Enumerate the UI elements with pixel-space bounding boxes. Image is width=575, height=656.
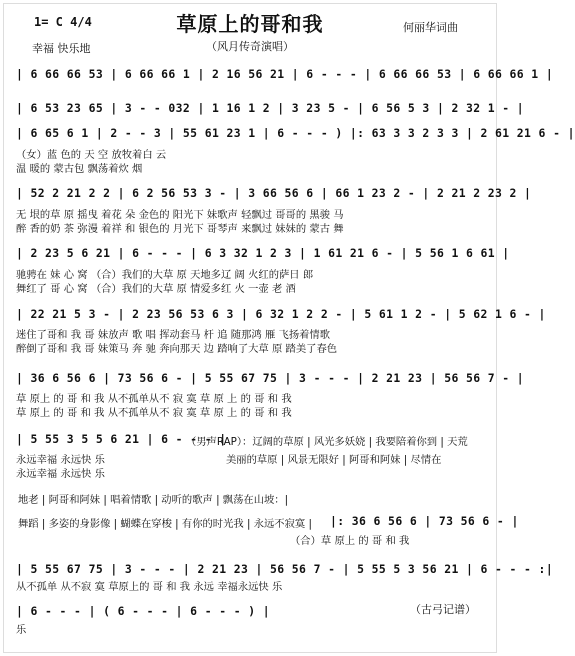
rap-line-1: （男声RAP）：辽阔的草原 | 风光多妖娆 | 我要陪着你到 | 天荒 — [186, 436, 468, 448]
song-subtitle: （风月传奇演唱） — [206, 40, 294, 53]
transcriber-credit: （古弓记谱） — [410, 603, 476, 616]
score-line-7-lyric-1: 草 原上 的 哥 和 我 从不孤单从不 寂 寞 草 原 上 的 哥 和 我 — [16, 393, 292, 405]
score-line-3-lyric-1: （女）蓝 色的 天 空 放牧着白 云 — [16, 149, 167, 161]
score-line-11-lyric: 乐 — [16, 624, 27, 636]
score-line-5-notes: | 2 23 5 6 21 | 6 - - - | 6 3 32 1 2 3 | 1 61 21 6 - | 5 56 1 6 61 | — [16, 246, 510, 260]
score-line-11-notes: | 6 - - - | ( 6 - - - | 6 - - - ) | — [16, 604, 271, 618]
score-line-6-lyric-2: 醉倒了哥和 我 哥 妹策马 奔 驰 奔向那天 边 踏响了大草 原 踏美了春色 — [16, 343, 338, 355]
score-line-3-lyric-2: 温 暖的 蒙古包 飘荡着炊 烟 — [16, 163, 143, 175]
score-line-4-notes: | 52 2 21 2 2 | 6 2 56 53 3 - | 3 66 56 6 | 66 1 23 2 - | 2 21 2 23 2 | — [16, 186, 532, 200]
score-line-2-notes: | 6 53 23 65 | 3 - - 032 | 1 16 1 2 | 3 23 5 - | 6 56 5 3 | 2 32 1 - | — [16, 101, 525, 115]
score-line-8-lyric-1: 永远幸福 永远快 乐 — [16, 454, 105, 466]
song-title: 草原上的哥和我 — [176, 12, 324, 36]
rap-line-4: 舞蹈 | 多姿的身影像 | 蝴蝶在穿梭 | 有你的时光我 | 永远不寂寞 | — [18, 518, 312, 530]
author-credit: 何丽华词曲 — [403, 21, 458, 34]
score-line-9-lyric: （合）草 原上 的 哥 和 我 — [290, 535, 410, 547]
score-line-8-lyric-2: 永远幸福 永远快 乐 — [16, 468, 105, 480]
score-line-6-lyric-1: 迷住了哥和 我 哥 妹放声 歌 唱 挥动套马 杆 追 随那鸿 雁 飞扬着情歌 — [16, 329, 331, 341]
score-line-1-notes: | 6 66 66 53 | 6 66 66 1 | 2 16 56 21 | 6 - - - | 6 66 66 53 | 6 66 66 1 | — [16, 67, 554, 81]
score-line-4-lyric-2: 醉 香的奶 茶 弥漫 着祥 和 银色的 月光下 哥琴声 来飘过 妹妹的 蒙古 舞 — [16, 223, 344, 235]
score-line-3-notes: | 6 65 6 1 | 2 - - 3 | 55 61 23 1 | 6 - - - ) |: 63 3 3 2 3 3 | 2 61 21 6 - | — [16, 126, 575, 140]
score-line-7-lyric-2: 草 原上 的 哥 和 我 从不孤单从不 寂 寞 草 原 上 的 哥 和 我 — [16, 407, 292, 419]
score-line-10-lyric: 从不孤单 从不寂 寞 草原上的 哥 和 我 永远 幸福永远快 乐 — [16, 581, 283, 593]
score-line-4-lyric-1: 无 垠的草 原 摇曳 着花 朵 金色的 阳光下 妹歌声 轻飘过 哥哥的 黑骏 马 — [16, 209, 344, 221]
tempo-marking: 幸福 快乐地 — [32, 42, 91, 55]
score-line-8-notes: | 5 55 3 5 5 6 21 | 6 - - - | — [16, 432, 227, 446]
score-line-10-notes: | 5 55 67 75 | 3 - - - | 2 21 23 | 56 56 7 - | 5 55 5 3 56 21 | 6 - - - :| — [16, 562, 554, 576]
score-line-6-notes: | 22 21 5 3 - | 2 23 56 53 6 3 | 6 32 1 2 2 - | 5 61 1 2 - | 5 62 1 6 - | — [16, 307, 546, 321]
key-signature: 1= C 4/4 — [34, 15, 92, 29]
score-line-5-lyric-2: 舞红了 哥 心 窝 （合）我们的大草 原 情爱多红 火 一壶 老 酒 — [16, 283, 296, 295]
rap-line-2: 美丽的草原 | 风景无限好 | 阿哥和阿妹 | 尽情在 — [226, 454, 442, 466]
score-line-7-notes: | 36 6 56 6 | 73 56 6 - | 5 55 67 75 | 3 - - - | 2 21 23 | 56 56 7 - | — [16, 371, 525, 385]
rap-line-3: 地老 | 阿哥和阿妹 | 唱着情歌 | 动听的歌声 | 飘荡在山坡：| — [18, 494, 289, 506]
score-line-9-notes: |: 36 6 56 6 | 73 56 6 - | — [330, 514, 519, 528]
score-line-5-lyric-1: 驰骋在 妹 心 窝 （合）我们的大草 原 天地多辽 阔 火红的萨日 郎 — [16, 269, 314, 281]
